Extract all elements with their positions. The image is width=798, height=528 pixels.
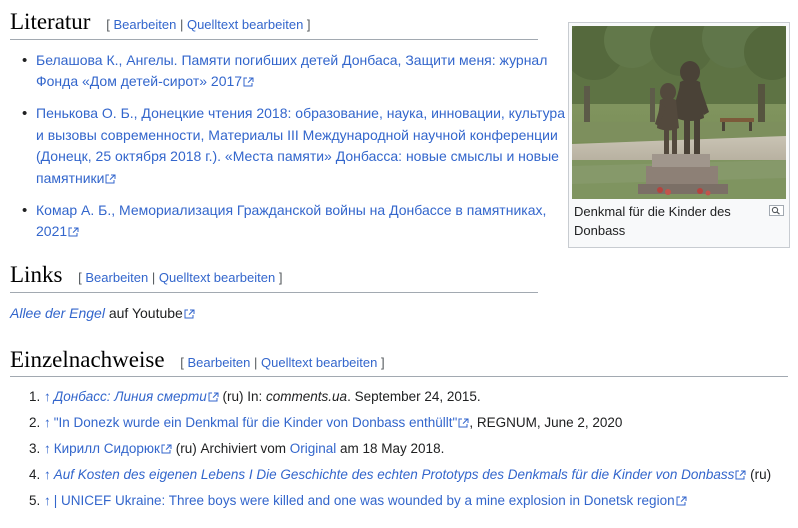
enlarge-icon[interactable] [769,203,784,214]
reference-middle: In: [243,389,267,405]
external-link-icon [105,174,116,184]
edit-source-link-links[interactable]: Quelltext bearbeiten [158,270,276,286]
reference-tail: , June 2, 2020 [536,415,623,431]
literature-link-1[interactable]: Белашова К., Ангелы. Памяти погибших детей Донбаса, Защити меня: журнал Фонда «Дом детей-сирот» 2017 [36,51,548,90]
bracket-close: ] [303,17,311,32]
separator: | [148,270,159,286]
section-heading-einzelnachweise [10,346,788,378]
reference-backlink[interactable]: ↑ [44,467,51,483]
youtube-link-rest: auf Youtube [104,304,183,321]
reference-tail: am 18 May 2018. [336,441,445,457]
external-link-icon [735,470,746,480]
thumbnail-caption-text: Denkmal für die Kinder des Donbass [574,204,731,238]
bracket-close: ] [275,270,283,286]
page-title-literatur: Literatur [10,9,91,34]
external-link-icon [161,444,172,454]
edit-link-links[interactable]: Bearbeiten [85,270,149,286]
literature-link-2[interactable]: Пенькова О. Б., Донецкие чтения 2018: образование, наука, инновации, культура и вызовы современности, Материалы III Международной научной конференции (Донецк, 25 октября 2018 г.). «Места памяти» Донбасса: новые смыслы и новые памятники [36,104,565,187]
section-heading-links [10,261,538,293]
youtube-link[interactable]: Allee der Engel [10,304,105,321]
monument-image-svg [572,26,786,199]
editsection-einzelnachweise [180,355,384,370]
bracket-open: [ [78,270,86,286]
reference-item [44,465,798,486]
reference-item [44,387,798,408]
bracket-close: ] [377,354,385,370]
edit-source-link-einzelnachweise[interactable]: Quelltext bearbeiten [261,354,378,370]
reference-title-link[interactable]: Кирилл Сидорюк [53,441,160,457]
edit-link-literatur[interactable]: Bearbeiten [113,17,177,32]
monument-image[interactable] [572,26,786,199]
separator: | [176,17,187,32]
external-link-icon [184,309,195,319]
page-title-einzelnachweise: Einzelnachweise [10,346,165,372]
reference-original-link[interactable]: Original [289,441,337,457]
editsection-literatur [106,17,310,32]
page-title-links: Links [10,262,63,288]
literatur-list [10,50,566,244]
reference-item [44,413,798,434]
external-link-icon [68,227,79,237]
reference-middle: , [469,415,477,431]
external-link-icon [208,392,219,402]
reference-title-link[interactable]: Донбасс: Линия смерти [53,389,207,405]
thumbnail-box [568,22,790,248]
reference-backlink[interactable]: ↑ [44,492,51,508]
reference-work: REGNUM [476,415,537,431]
edit-source-link-literatur[interactable]: Quelltext bearbeiten [186,17,304,32]
external-link-icon [676,496,687,506]
references-list [10,387,798,512]
reference-lang: (ru) [175,441,197,457]
reference-lang: (ru) [222,389,244,405]
edit-link-einzelnachweise[interactable]: Bearbeiten [187,354,251,370]
reference-item [44,491,798,512]
list-item [36,200,566,243]
section-heading-literatur [10,8,538,40]
reference-title-link[interactable]: Auf Kosten des eigenen Lebens I Die Geschichte des echten Prototyps des Denkmals für die Kinder von Donbass [53,467,735,483]
bracket-open: [ [106,17,114,32]
thumbnail-caption [572,199,786,244]
reference-lang: (ru) [750,467,772,483]
list-item [36,103,566,190]
reference-item [44,439,798,460]
editsection-links [78,270,282,285]
reference-title-link[interactable]: | UNICEF Ukraine: Three boys were killed and one was wounded by a mine explosion in Donetsk region [53,492,675,508]
links-line [10,303,788,324]
reference-title-link[interactable]: "In Donezk wurde ein Denkmal für die Kinder von Donbass enthüllt" [53,415,458,431]
reference-work: comments.ua [266,389,348,405]
literature-link-3[interactable]: Комар А. Б., Мемориализация Гражданской войны на Донбассе в памятниках, 2021 [36,201,547,240]
reference-tail: . September 24, 2015. [347,389,481,405]
list-item [36,50,566,93]
separator: | [250,354,262,370]
reference-backlink[interactable]: ↑ [44,441,51,457]
bracket-open: [ [180,354,188,370]
reference-middle: Archiviert vom [196,441,290,457]
reference-backlink[interactable]: ↑ [44,389,51,405]
external-link-icon [458,418,469,428]
reference-backlink[interactable]: ↑ [44,415,51,431]
external-link-icon [243,77,254,87]
